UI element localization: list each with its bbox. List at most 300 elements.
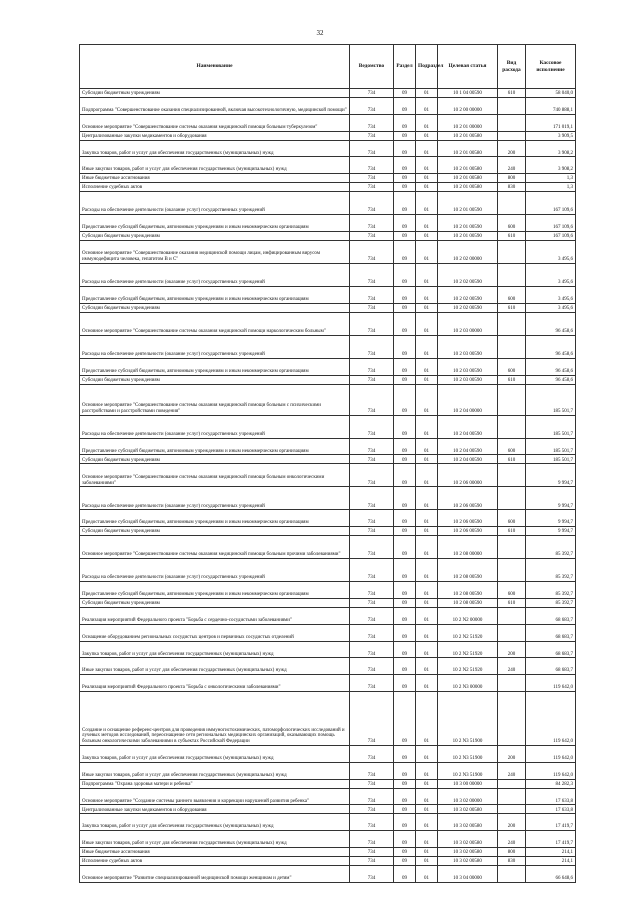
cell-name: Закупка товаров, работ и услуг для обеспечения государственных (муниципальных) нужд bbox=[80, 745, 350, 762]
table-row bbox=[80, 464, 576, 487]
cell-execution: 740 888,1 bbox=[526, 98, 576, 115]
cell-execution: 167 109,6 bbox=[526, 192, 576, 215]
cell-subsection: 01 bbox=[416, 174, 438, 183]
cell-name: Исполнение судебных актов bbox=[80, 183, 350, 192]
cell-execution: 3 908,2 bbox=[526, 157, 576, 174]
cell-name: Расходы на обеспечение деятельности (оказание услуг) государственных учреждений bbox=[80, 192, 350, 215]
cell-article: 10 2 01 00580 bbox=[438, 157, 498, 174]
cell-ministry: 734 bbox=[350, 98, 394, 115]
cell-execution: 9 994,7 bbox=[526, 487, 576, 510]
cell-expense-type bbox=[498, 131, 526, 140]
cell-expense-type bbox=[498, 240, 526, 263]
cell-execution: 119 642,0 bbox=[526, 762, 576, 779]
cell-section: 09 bbox=[394, 536, 416, 559]
cell-execution: 3 908,2 bbox=[526, 140, 576, 157]
cell-article: 10 2 06 00000 bbox=[438, 464, 498, 487]
cell-execution: 68 683,7 bbox=[526, 641, 576, 658]
header-article: Целевая статья bbox=[438, 45, 498, 89]
cell-expense-type: 240 bbox=[498, 831, 526, 848]
cell-execution: 9 994,7 bbox=[526, 510, 576, 527]
header-name: Наименование bbox=[80, 45, 350, 89]
table-row bbox=[80, 438, 576, 455]
cell-subsection: 01 bbox=[416, 559, 438, 582]
table-row bbox=[80, 814, 576, 831]
cell-section: 09 bbox=[394, 745, 416, 762]
table-row bbox=[80, 375, 576, 384]
table-row bbox=[80, 215, 576, 232]
cell-article: 10 2 08 00590 bbox=[438, 598, 498, 607]
cell-section: 09 bbox=[394, 641, 416, 658]
cell-subsection: 01 bbox=[416, 286, 438, 303]
cell-article: 10 2 N3 51900 bbox=[438, 745, 498, 762]
cell-ministry: 734 bbox=[350, 527, 394, 536]
cell-subsection: 01 bbox=[416, 98, 438, 115]
cell-expense-type bbox=[498, 536, 526, 559]
cell-subsection: 01 bbox=[416, 157, 438, 174]
header-ministry: Ведомство bbox=[350, 45, 394, 89]
cell-expense-type bbox=[498, 98, 526, 115]
cell-article: 10 2 04 00590 bbox=[438, 415, 498, 438]
cell-execution: 96 458,6 bbox=[526, 335, 576, 358]
cell-subsection: 01 bbox=[416, 762, 438, 779]
cell-subsection: 01 bbox=[416, 358, 438, 375]
cell-ministry: 734 bbox=[350, 745, 394, 762]
cell-article: 10 2 01 00590 bbox=[438, 192, 498, 215]
cell-article: 10 2 N3 51900 bbox=[438, 691, 498, 745]
table-row bbox=[80, 865, 576, 882]
cell-name: Реализация мероприятий Федерального проекта "Борьба с сердечно-сосудистыми заболеваниями" bbox=[80, 607, 350, 624]
cell-article: 10 2 03 00000 bbox=[438, 312, 498, 335]
cell-execution: 3 495,6 bbox=[526, 240, 576, 263]
cell-section: 09 bbox=[394, 762, 416, 779]
cell-article: 10 2 02 00590 bbox=[438, 286, 498, 303]
cell-name: Основное мероприятие "Развитие специализированной медицинской помощи женщинам и детям" bbox=[80, 865, 350, 882]
cell-subsection: 01 bbox=[416, 598, 438, 607]
cell-subsection: 01 bbox=[416, 192, 438, 215]
cell-execution: 68 683,7 bbox=[526, 624, 576, 641]
cell-section: 09 bbox=[394, 865, 416, 882]
table-row bbox=[80, 559, 576, 582]
cell-expense-type: 610 bbox=[498, 455, 526, 464]
table-row bbox=[80, 174, 576, 183]
cell-ministry: 734 bbox=[350, 140, 394, 157]
cell-execution: 17 419,7 bbox=[526, 831, 576, 848]
cell-execution: 17 633,8 bbox=[526, 788, 576, 805]
cell-expense-type: 200 bbox=[498, 641, 526, 658]
table-row bbox=[80, 303, 576, 312]
cell-section: 09 bbox=[394, 847, 416, 856]
cell-ministry: 734 bbox=[350, 438, 394, 455]
cell-article: 10 3 02 00000 bbox=[438, 788, 498, 805]
cell-section: 09 bbox=[394, 183, 416, 192]
cell-section: 09 bbox=[394, 335, 416, 358]
cell-subsection: 01 bbox=[416, 624, 438, 641]
cell-article: 10 2 04 00590 bbox=[438, 438, 498, 455]
cell-expense-type bbox=[498, 263, 526, 286]
table-row bbox=[80, 847, 576, 856]
table-row bbox=[80, 658, 576, 675]
cell-article: 10 2 06 00590 bbox=[438, 510, 498, 527]
cell-section: 09 bbox=[394, 240, 416, 263]
cell-execution: 214,1 bbox=[526, 847, 576, 856]
cell-execution: 96 458,6 bbox=[526, 358, 576, 375]
cell-expense-type bbox=[498, 788, 526, 805]
cell-section: 09 bbox=[394, 174, 416, 183]
cell-execution: 3 495,6 bbox=[526, 303, 576, 312]
table-row bbox=[80, 805, 576, 814]
table-row bbox=[80, 779, 576, 788]
cell-ministry: 734 bbox=[350, 658, 394, 675]
cell-name: Основное мероприятие "Совершенствование системы оказания медицинской помощи больным туберкулезом" bbox=[80, 114, 350, 131]
cell-execution: 3 495,6 bbox=[526, 286, 576, 303]
table-row bbox=[80, 536, 576, 559]
cell-execution: 9 994,7 bbox=[526, 464, 576, 487]
cell-execution: 58 040,0 bbox=[526, 89, 576, 98]
cell-execution: 167 109,6 bbox=[526, 231, 576, 240]
cell-execution: 3 495,6 bbox=[526, 263, 576, 286]
cell-article: 10 2 02 00590 bbox=[438, 263, 498, 286]
cell-execution: 119 642,0 bbox=[526, 675, 576, 692]
cell-subsection: 01 bbox=[416, 335, 438, 358]
cell-section: 09 bbox=[394, 814, 416, 831]
cell-article: 10 2 N2 51920 bbox=[438, 641, 498, 658]
cell-article: 10 2 N2 51920 bbox=[438, 624, 498, 641]
table-row bbox=[80, 582, 576, 599]
cell-section: 09 bbox=[394, 231, 416, 240]
cell-subsection: 01 bbox=[416, 89, 438, 98]
cell-ministry: 734 bbox=[350, 641, 394, 658]
cell-name: Предоставление субсидий бюджетным, автономным учреждениям и иным некоммерческим организациям bbox=[80, 358, 350, 375]
cell-expense-type: 610 bbox=[498, 231, 526, 240]
cell-expense-type: 800 bbox=[498, 174, 526, 183]
cell-subsection: 01 bbox=[416, 415, 438, 438]
cell-execution: 185 501,7 bbox=[526, 438, 576, 455]
cell-article: 10 2 06 00590 bbox=[438, 527, 498, 536]
cell-execution: 119 642,0 bbox=[526, 745, 576, 762]
table-row bbox=[80, 856, 576, 865]
cell-ministry: 734 bbox=[350, 607, 394, 624]
table-row bbox=[80, 114, 576, 131]
cell-expense-type: 600 bbox=[498, 286, 526, 303]
header-execution: Кассовое исполнение bbox=[526, 45, 576, 89]
cell-section: 09 bbox=[394, 98, 416, 115]
cell-subsection: 01 bbox=[416, 847, 438, 856]
cell-ministry: 734 bbox=[350, 131, 394, 140]
cell-name: Создание и оснащение референс-центров для проведения иммуногистохимических, патоморфологических исследований и лучевых методов исследований, переоснащение сети региональных медицинских организаций, оказывающих помощь больным онкологическими заболеваниями в субъектах Российской Федерации bbox=[80, 691, 350, 745]
cell-name: Подпрограмма "Совершенствование оказания специализированной, включая высокотехнологичную, медицинской помощи" bbox=[80, 98, 350, 115]
cell-subsection: 01 bbox=[416, 865, 438, 882]
table-row bbox=[80, 624, 576, 641]
table-row bbox=[80, 691, 576, 745]
cell-article: 10 2 08 00590 bbox=[438, 582, 498, 599]
cell-execution: 185 501,7 bbox=[526, 415, 576, 438]
cell-name: Закупка товаров, работ и услуг для обеспечения государственных (муниципальных) нужд bbox=[80, 641, 350, 658]
cell-name: Иные закупки товаров, работ и услуг для обеспечения государственных (муниципальных) нужд bbox=[80, 157, 350, 174]
cell-section: 09 bbox=[394, 192, 416, 215]
cell-execution: 185 501,7 bbox=[526, 455, 576, 464]
cell-ministry: 734 bbox=[350, 183, 394, 192]
table-row bbox=[80, 607, 576, 624]
cell-ministry: 734 bbox=[350, 788, 394, 805]
cell-article: 10 2 03 00590 bbox=[438, 358, 498, 375]
cell-expense-type: 600 bbox=[498, 438, 526, 455]
cell-execution: 96 458,6 bbox=[526, 312, 576, 335]
cell-article: 10 2 04 00000 bbox=[438, 384, 498, 415]
cell-ministry: 734 bbox=[350, 215, 394, 232]
cell-execution: 17 633,8 bbox=[526, 805, 576, 814]
cell-article: 10 2 01 00580 bbox=[438, 131, 498, 140]
cell-ministry: 734 bbox=[350, 464, 394, 487]
cell-subsection: 01 bbox=[416, 856, 438, 865]
cell-expense-type bbox=[498, 312, 526, 335]
budget-execution-table bbox=[79, 44, 576, 883]
cell-subsection: 01 bbox=[416, 438, 438, 455]
cell-expense-type: 240 bbox=[498, 762, 526, 779]
cell-name: Иные бюджетные ассигнования bbox=[80, 174, 350, 183]
cell-name: Закупка товаров, работ и услуг для обеспечения государственных (муниципальных) нужд bbox=[80, 814, 350, 831]
cell-ministry: 734 bbox=[350, 89, 394, 98]
table-row bbox=[80, 487, 576, 510]
cell-section: 09 bbox=[394, 788, 416, 805]
table-header-row bbox=[80, 45, 576, 89]
cell-expense-type: 240 bbox=[498, 658, 526, 675]
cell-article: 10 2 N2 00000 bbox=[438, 607, 498, 624]
cell-section: 09 bbox=[394, 157, 416, 174]
table-row bbox=[80, 335, 576, 358]
cell-ministry: 734 bbox=[350, 510, 394, 527]
cell-section: 09 bbox=[394, 312, 416, 335]
cell-name: Основное мероприятие "Совершенствование системы оказания медицинской помощи больным онкологическими заболеваниями" bbox=[80, 464, 350, 487]
table-row bbox=[80, 131, 576, 140]
cell-article: 10 2 03 00590 bbox=[438, 335, 498, 358]
cell-name: Расходы на обеспечение деятельности (оказание услуг) государственных учреждений bbox=[80, 335, 350, 358]
cell-name: Предоставление субсидий бюджетным, автономным учреждениям и иным некоммерческим организациям bbox=[80, 510, 350, 527]
table-row bbox=[80, 263, 576, 286]
cell-name: Централизованные закупки медикаментов и оборудования bbox=[80, 131, 350, 140]
cell-ministry: 734 bbox=[350, 691, 394, 745]
cell-ministry: 734 bbox=[350, 487, 394, 510]
cell-section: 09 bbox=[394, 263, 416, 286]
cell-expense-type bbox=[498, 114, 526, 131]
cell-subsection: 01 bbox=[416, 487, 438, 510]
cell-name: Расходы на обеспечение деятельности (оказание услуг) государственных учреждений bbox=[80, 559, 350, 582]
cell-ministry: 734 bbox=[350, 114, 394, 131]
table-row bbox=[80, 240, 576, 263]
cell-article: 10 3 02 00580 bbox=[438, 856, 498, 865]
table-row bbox=[80, 358, 576, 375]
cell-expense-type: 610 bbox=[498, 598, 526, 607]
cell-subsection: 01 bbox=[416, 384, 438, 415]
table-row bbox=[80, 89, 576, 98]
cell-name: Иные закупки товаров, работ и услуг для обеспечения государственных (муниципальных) нужд bbox=[80, 658, 350, 675]
table-row bbox=[80, 312, 576, 335]
cell-article: 10 2 03 00590 bbox=[438, 375, 498, 384]
cell-execution: 68 683,7 bbox=[526, 658, 576, 675]
cell-expense-type bbox=[498, 415, 526, 438]
cell-execution: 85 392,7 bbox=[526, 582, 576, 599]
cell-name: Исполнение судебных актов bbox=[80, 856, 350, 865]
cell-section: 09 bbox=[394, 487, 416, 510]
cell-expense-type: 200 bbox=[498, 745, 526, 762]
cell-section: 09 bbox=[394, 215, 416, 232]
cell-section: 09 bbox=[394, 598, 416, 607]
cell-name: Иные закупки товаров, работ и услуг для обеспечения государственных (муниципальных) нужд bbox=[80, 831, 350, 848]
cell-name: Субсидии бюджетным учреждениям bbox=[80, 231, 350, 240]
table-row bbox=[80, 598, 576, 607]
cell-subsection: 01 bbox=[416, 510, 438, 527]
cell-ministry: 734 bbox=[350, 675, 394, 692]
table-row bbox=[80, 98, 576, 115]
cell-expense-type: 610 bbox=[498, 89, 526, 98]
cell-name: Субсидии бюджетным учреждениям bbox=[80, 598, 350, 607]
cell-article: 10 3 04 00000 bbox=[438, 865, 498, 882]
cell-name: Субсидии бюджетным учреждениям bbox=[80, 89, 350, 98]
cell-expense-type: 800 bbox=[498, 847, 526, 856]
cell-ministry: 734 bbox=[350, 174, 394, 183]
table-row bbox=[80, 183, 576, 192]
cell-article: 10 2 02 00000 bbox=[438, 240, 498, 263]
table-row bbox=[80, 192, 576, 215]
cell-section: 09 bbox=[394, 527, 416, 536]
cell-article: 10 2 01 00590 bbox=[438, 215, 498, 232]
cell-ministry: 734 bbox=[350, 358, 394, 375]
header-section: Раздел bbox=[394, 45, 416, 89]
cell-subsection: 01 bbox=[416, 831, 438, 848]
cell-section: 09 bbox=[394, 358, 416, 375]
cell-expense-type: 830 bbox=[498, 183, 526, 192]
cell-expense-type bbox=[498, 865, 526, 882]
cell-article: 10 2 04 00590 bbox=[438, 455, 498, 464]
cell-subsection: 01 bbox=[416, 745, 438, 762]
table-row bbox=[80, 788, 576, 805]
cell-section: 09 bbox=[394, 675, 416, 692]
cell-section: 09 bbox=[394, 140, 416, 157]
cell-section: 09 bbox=[394, 691, 416, 745]
cell-ministry: 734 bbox=[350, 263, 394, 286]
cell-name: Субсидии бюджетным учреждениям bbox=[80, 303, 350, 312]
cell-name: Подпрограмма "Охрана здоровья матери и ребенка" bbox=[80, 779, 350, 788]
cell-ministry: 734 bbox=[350, 312, 394, 335]
cell-ministry: 734 bbox=[350, 375, 394, 384]
cell-expense-type bbox=[498, 624, 526, 641]
cell-execution: 171 019,1 bbox=[526, 114, 576, 131]
cell-subsection: 01 bbox=[416, 114, 438, 131]
cell-expense-type: 200 bbox=[498, 814, 526, 831]
cell-name: Основное мероприятие "Совершенствование системы оказания медицинской помощи больным с психическими расстройствами и расстройствами поведения" bbox=[80, 384, 350, 415]
cell-execution: 214,1 bbox=[526, 856, 576, 865]
cell-expense-type bbox=[498, 805, 526, 814]
table-row bbox=[80, 415, 576, 438]
cell-ministry: 734 bbox=[350, 384, 394, 415]
cell-ministry: 734 bbox=[350, 303, 394, 312]
cell-expense-type bbox=[498, 691, 526, 745]
cell-expense-type bbox=[498, 559, 526, 582]
table-row bbox=[80, 641, 576, 658]
table-row bbox=[80, 762, 576, 779]
table-body bbox=[80, 89, 576, 883]
cell-subsection: 01 bbox=[416, 263, 438, 286]
cell-ministry: 734 bbox=[350, 624, 394, 641]
cell-subsection: 01 bbox=[416, 788, 438, 805]
cell-article: 10 2 01 00000 bbox=[438, 114, 498, 131]
cell-subsection: 01 bbox=[416, 814, 438, 831]
cell-ministry: 734 bbox=[350, 231, 394, 240]
table-row bbox=[80, 831, 576, 848]
cell-name: Расходы на обеспечение деятельности (оказание услуг) государственных учреждений bbox=[80, 487, 350, 510]
cell-subsection: 01 bbox=[416, 231, 438, 240]
cell-article: 10 3 02 00580 bbox=[438, 814, 498, 831]
cell-ministry: 734 bbox=[350, 762, 394, 779]
cell-name: Централизованные закупки медикаментов и оборудования bbox=[80, 805, 350, 814]
cell-article: 10 3 02 00580 bbox=[438, 847, 498, 856]
cell-ministry: 734 bbox=[350, 856, 394, 865]
cell-section: 09 bbox=[394, 464, 416, 487]
cell-subsection: 01 bbox=[416, 140, 438, 157]
cell-execution: 185 501,7 bbox=[526, 384, 576, 415]
cell-section: 09 bbox=[394, 286, 416, 303]
cell-ministry: 734 bbox=[350, 536, 394, 559]
cell-name: Основное мероприятие "Создание системы раннего выявления и коррекции нарушений развития ребенка" bbox=[80, 788, 350, 805]
cell-ministry: 734 bbox=[350, 240, 394, 263]
table-row bbox=[80, 675, 576, 692]
cell-article: 10 2 01 00580 bbox=[438, 183, 498, 192]
cell-ministry: 734 bbox=[350, 779, 394, 788]
cell-expense-type: 830 bbox=[498, 856, 526, 865]
cell-execution: 1,3 bbox=[526, 183, 576, 192]
cell-expense-type: 600 bbox=[498, 215, 526, 232]
cell-section: 09 bbox=[394, 582, 416, 599]
cell-name: Субсидии бюджетным учреждениям bbox=[80, 455, 350, 464]
cell-expense-type: 600 bbox=[498, 510, 526, 527]
cell-execution: 84 282,3 bbox=[526, 779, 576, 788]
cell-expense-type bbox=[498, 487, 526, 510]
cell-subsection: 01 bbox=[416, 312, 438, 335]
cell-ministry: 734 bbox=[350, 831, 394, 848]
cell-subsection: 01 bbox=[416, 675, 438, 692]
cell-ministry: 734 bbox=[350, 455, 394, 464]
cell-article: 10 2 06 00590 bbox=[438, 487, 498, 510]
cell-ministry: 734 bbox=[350, 286, 394, 303]
cell-ministry: 734 bbox=[350, 415, 394, 438]
cell-subsection: 01 bbox=[416, 641, 438, 658]
cell-name: Основное мероприятие "Совершенствование оказания медицинской помощи лицам, инфицированным вирусом иммунодефицита человека, гепатитом В и С" bbox=[80, 240, 350, 263]
cell-article: 10 3 02 00580 bbox=[438, 831, 498, 848]
cell-subsection: 01 bbox=[416, 527, 438, 536]
cell-subsection: 01 bbox=[416, 240, 438, 263]
cell-name: Предоставление субсидий бюджетным, автономным учреждениям и иным некоммерческим организациям bbox=[80, 286, 350, 303]
cell-section: 09 bbox=[394, 375, 416, 384]
cell-section: 09 bbox=[394, 415, 416, 438]
cell-name: Расходы на обеспечение деятельности (оказание услуг) государственных учреждений bbox=[80, 415, 350, 438]
cell-subsection: 01 bbox=[416, 536, 438, 559]
cell-expense-type bbox=[498, 607, 526, 624]
cell-article: 10 3 00 00000 bbox=[438, 779, 498, 788]
page-number: 32 bbox=[316, 29, 324, 37]
cell-expense-type bbox=[498, 675, 526, 692]
cell-execution: 167 109,6 bbox=[526, 215, 576, 232]
cell-section: 09 bbox=[394, 438, 416, 455]
table-row bbox=[80, 527, 576, 536]
cell-name: Иные закупки товаров, работ и услуг для обеспечения государственных (муниципальных) нужд bbox=[80, 762, 350, 779]
cell-section: 09 bbox=[394, 114, 416, 131]
cell-article: 10 3 02 00580 bbox=[438, 805, 498, 814]
cell-section: 09 bbox=[394, 303, 416, 312]
cell-ministry: 734 bbox=[350, 814, 394, 831]
cell-name: Расходы на обеспечение деятельности (оказание услуг) государственных учреждений bbox=[80, 263, 350, 286]
cell-article: 10 2 08 00000 bbox=[438, 536, 498, 559]
cell-execution: 3 909,5 bbox=[526, 131, 576, 140]
cell-ministry: 734 bbox=[350, 192, 394, 215]
